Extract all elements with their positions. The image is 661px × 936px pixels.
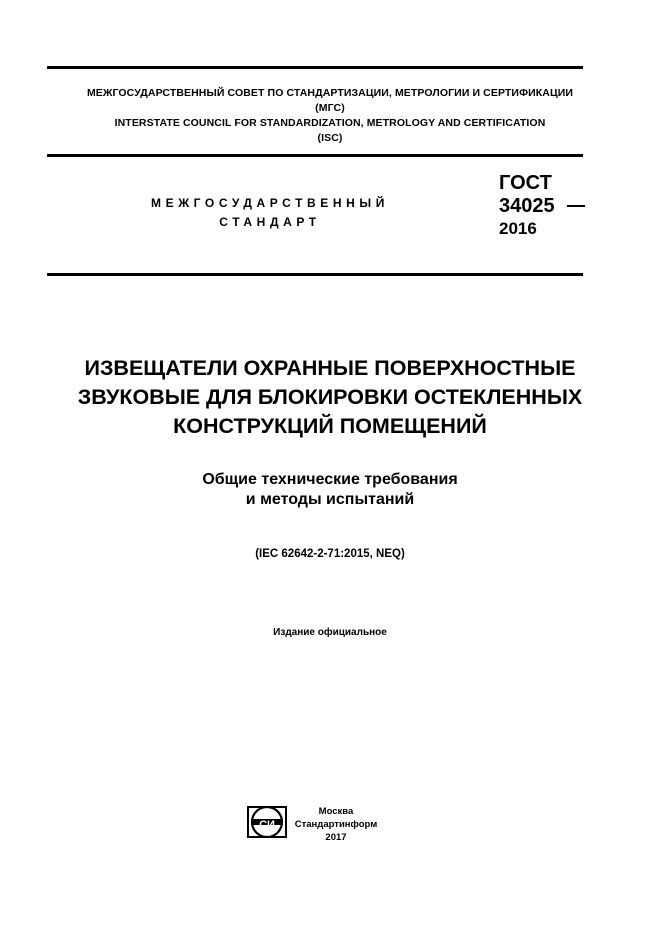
designation-year: 2016: [499, 219, 537, 238]
designation-dash: [567, 205, 585, 207]
top-rule: [47, 66, 583, 69]
council-abbr-en: (ISC): [317, 132, 343, 144]
publisher-name: Стандартинформ: [294, 819, 378, 830]
standard-designation: [499, 173, 555, 237]
designation-prefix: ГОСТ: [499, 172, 552, 194]
title-line-1: ИЗВЕЩАТЕЛИ ОХРАННЫЕ ПОВЕРХНОСТНЫЕ: [84, 356, 576, 380]
document-title: [30, 354, 630, 441]
standard-kind-line2: СТАНДАРТ: [219, 215, 321, 229]
publisher-year: 2017: [325, 832, 347, 843]
standartinform-logo-icon: [247, 806, 287, 838]
document-subtitle: [30, 470, 630, 510]
iec-reference: (IEC 62642-2-71:2015, NEQ): [255, 548, 405, 560]
edition-label: Издание официальное: [273, 627, 387, 638]
publisher-block: [292, 805, 380, 844]
title-line-2: ЗВУКОВЫЕ ДЛЯ БЛОКИРОВКИ ОСТЕКЛЕННЫХ: [77, 385, 583, 409]
council-name-ru: МЕЖГОСУДАРСТВЕННЫЙ СОВЕТ ПО СТАНДАРТИЗАЦИИ, МЕТРОЛОГИИ И СЕРТИФИКАЦИИ: [86, 87, 574, 99]
title-line-3: КОНСТРУКЦИЙ ПОМЕЩЕНИЙ: [173, 414, 487, 438]
council-abbr-ru: (МГС): [315, 102, 345, 114]
publisher-city: Москва: [318, 806, 354, 817]
logo-letters: СИ: [259, 819, 275, 831]
standard-kind-line1: МЕЖГОСУДАРСТВЕННЫЙ: [151, 196, 389, 210]
council-name-en: INTERSTATE COUNCIL FOR STANDARDIZATION, METROLOGY AND CERTIFICATION: [114, 117, 546, 129]
header-bottom-rule: [47, 273, 583, 276]
subtitle-line-1: Общие технические требования: [202, 471, 458, 488]
subtitle-line-2: и методы испытаний: [245, 491, 415, 508]
standard-kind: [120, 194, 420, 232]
council-rule: [47, 154, 583, 157]
designation-number: 34025: [499, 195, 555, 217]
council-header: [40, 86, 620, 146]
